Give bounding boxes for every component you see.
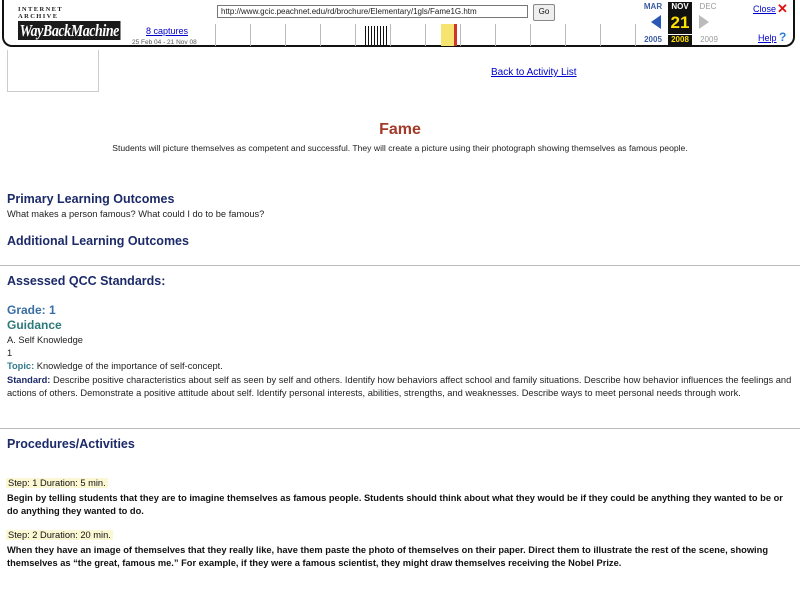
captures-link[interactable]: 8 captures bbox=[146, 26, 189, 36]
step-2-label: Step: 2 Duration: 20 min. bbox=[8, 530, 111, 540]
logo-main-text: WayBackMachine bbox=[19, 21, 119, 40]
step-1-label: Step: 1 Duration: 5 min. bbox=[8, 478, 106, 488]
divider bbox=[0, 265, 800, 266]
standard-paragraph bbox=[7, 374, 793, 400]
standard-number: 1 bbox=[7, 348, 13, 358]
current-day: 21 bbox=[668, 12, 692, 34]
standard-label: Standard: bbox=[7, 375, 51, 385]
logo-top-text: INTERNET ARCHIVE bbox=[18, 6, 64, 20]
close-link[interactable]: Close bbox=[753, 4, 777, 14]
primary-outcomes-text: What makes a person famous? What could I do to be famous? bbox=[7, 209, 265, 219]
site-logo-placeholder bbox=[7, 50, 99, 92]
help-link[interactable]: Help bbox=[758, 33, 777, 43]
prev-capture-arrow-icon[interactable] bbox=[651, 15, 661, 29]
prev-month[interactable]: MAR bbox=[643, 2, 663, 11]
close-icon[interactable]: ✕ bbox=[777, 1, 788, 16]
topic-label: Topic: bbox=[7, 361, 35, 371]
topic-text: Knowledge of the importance of self-concept. bbox=[34, 361, 223, 371]
prev-year[interactable]: 2005 bbox=[644, 35, 662, 44]
back-to-activity-list-link[interactable]: Back to Activity List bbox=[491, 67, 577, 78]
step-1-text: Begin by telling students that they are to imagine themselves as famous people. Students should think about what they would be if they could be anything they wanted to be or do anything they wanted to do. bbox=[7, 493, 783, 516]
category-label: A. Self Knowledge bbox=[7, 335, 83, 345]
help-icon[interactable]: ? bbox=[779, 30, 787, 44]
next-capture-arrow-icon bbox=[699, 15, 709, 29]
subject-label: Guidance bbox=[7, 318, 62, 332]
wayback-toolbar bbox=[0, 0, 800, 50]
additional-outcomes-heading: Additional Learning Outcomes bbox=[7, 234, 189, 248]
capture-timeline[interactable] bbox=[215, 24, 637, 46]
step-2-text: When they have an image of themselves that they really like, have them paste the photo of themselves on their paper. Direct them to illustrate the rest of the scene, showing themselves as “the great, famous me.” For example, if they were a famous scientist, they might draw themselves receiving the Nobel Prize. bbox=[7, 545, 768, 568]
page-title: Fame bbox=[379, 121, 421, 138]
go-button[interactable]: Go bbox=[533, 4, 555, 21]
page-subtitle: Students will picture themselves as competent and successful. They will create a picture using their photograph showing themselves as famous people. bbox=[112, 143, 688, 153]
wayback-logo[interactable] bbox=[18, 6, 119, 40]
procedures-heading: Procedures/Activities bbox=[7, 437, 135, 451]
next-month: DEC bbox=[699, 2, 717, 11]
capture-range: 25 Feb 04 - 21 Nov 08 bbox=[132, 39, 197, 46]
primary-outcomes-heading: Primary Learning Outcomes bbox=[7, 192, 175, 206]
next-year: 2009 bbox=[700, 35, 718, 44]
current-month: NOV bbox=[668, 2, 692, 12]
current-capture-marker bbox=[454, 24, 457, 46]
topic-line bbox=[7, 361, 223, 371]
standard-text: Describe positive characteristics about self as seen by self and others. Identify how behaviors affect school and family situations. Describe how behavior influences the feelings and actions of others. Demonstrate a positive attitude about self. Identify personal interests, abilities, strengths, and weaknesses. Describe ways to meet personal needs through work. bbox=[7, 375, 792, 398]
divider bbox=[0, 428, 800, 429]
grade-label: Grade: 1 bbox=[7, 303, 56, 317]
current-year: 2008 bbox=[668, 35, 692, 45]
url-input[interactable] bbox=[217, 5, 528, 18]
qcc-standards-heading: Assessed QCC Standards: bbox=[7, 274, 166, 288]
